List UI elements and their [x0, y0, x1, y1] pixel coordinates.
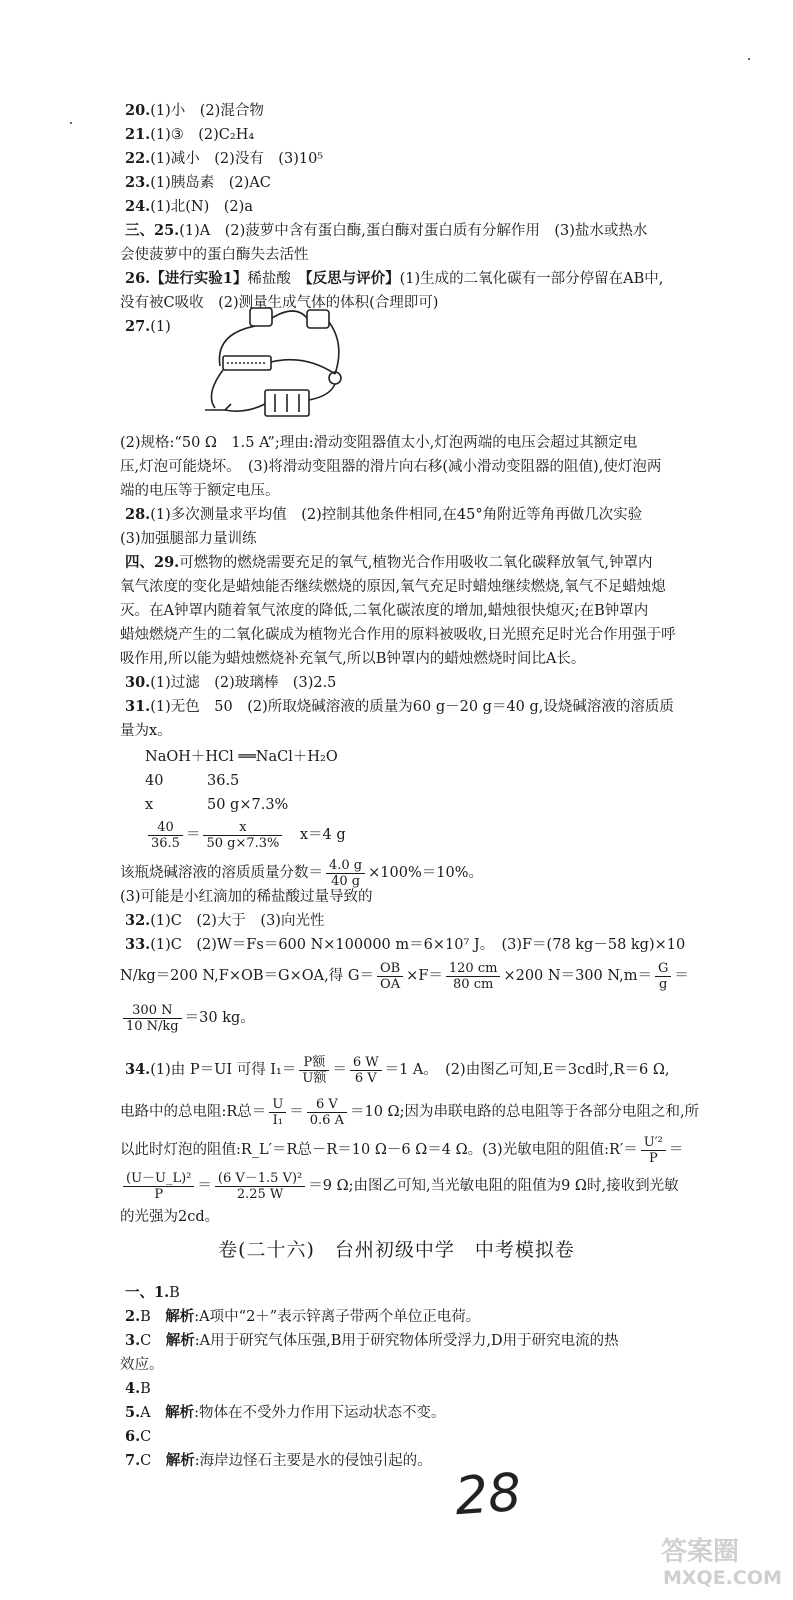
- fraction: $\frac{U}{\text{I₁}}$: [269, 1097, 286, 1128]
- choice-answer-3: 3.C 解析:A用于研究气体压强,B用于研究物体所受浮力,D用于研究电流的热: [125, 1332, 619, 1349]
- section-title: 卷(二十六) 台州初级中学 中考模拟卷: [218, 1239, 575, 1261]
- answer-27-part3-cont: 端的电压等于额定电压。: [120, 483, 280, 499]
- answer-29-line4: 蜡烛燃烧产生的二氧化碳成为植物光合作用的原料被吸收,日光照充足时光合作用强于呼: [120, 627, 676, 643]
- fraction: $\frac{OB}{OA}$: [377, 961, 403, 992]
- ammeter-icon: [307, 310, 329, 328]
- watermark-url: MXQE.COM: [663, 1567, 782, 1589]
- wire: [219, 311, 338, 374]
- fraction: $\frac{4.0 g}{40 g}$: [326, 858, 365, 889]
- answer-32: 32.(1)C (2)大于 (3)向光性: [125, 912, 325, 929]
- fraction: $\frac{G}{g}$: [655, 961, 671, 992]
- answer-34-line5: 的光强为2cd。: [120, 1209, 220, 1225]
- mass-fraction: 该瓶烧碱溶液的溶质质量分数＝ $\frac{4.0 g}{40 g}$ ×100%＝10%。: [120, 857, 483, 889]
- answer-25-cont: 会使菠萝中的蛋白酶失去活性: [120, 247, 309, 263]
- watermark-logo: [655, 1530, 785, 1592]
- answer-31: 31.(1)无色 50 (2)所取烧碱溶液的质量为60 g－20 g＝40 g,设烧碱溶液的溶质质: [125, 698, 674, 715]
- choice-answer-5: 5.A 解析:物体在不受外力作用下运动状态不变。: [125, 1404, 446, 1421]
- answer-29: 四、29.可燃物的燃烧需要充足的氧气,植物光合作用吸收二氧化碳释放氧气,钟罩内: [125, 554, 653, 571]
- answer-34-line3: 以此时灯泡的阻值:R_L′＝R总－R＝10 Ω－6 Ω＝4 Ω。(3)光敏电阻的阻值:R′＝ $\frac{\text{U′²}}{P}$ ＝: [120, 1134, 684, 1166]
- answer-20: 20.(1)小 (2)混合物: [125, 102, 264, 119]
- fraction: $\frac{6 V}{0.6 A}$: [307, 1097, 347, 1128]
- answer-22: 22.(1)减小 (2)没有 (3)10⁵: [125, 150, 324, 167]
- answer-31-part3: (3)可能是小红滴加的稀盐酸过量导致的: [120, 889, 373, 905]
- fraction: $\frac{300 N}{10 N/kg}$: [123, 1003, 182, 1034]
- circuit-diagram: [195, 304, 355, 424]
- wire: [211, 360, 335, 408]
- answer-29-line5: 吸作用,所以能为蜡烛燃烧补充氧气,所以B钟罩内的蜡烛燃烧时间比A长。: [120, 651, 586, 667]
- fraction: $\frac{120 cm}{80 cm}$: [446, 961, 501, 992]
- choice-answer-2: 2.B 解析:A项中“2＋”表示锌离子带两个单位正电荷。: [125, 1308, 481, 1325]
- choice-answer-7: 7.C 解析:海岸边怪石主要是水的侵蚀引起的。: [125, 1452, 432, 1469]
- fraction: $\frac{\text{(6 V－1.5 V)²}}{2.25 W}$: [215, 1171, 305, 1202]
- answer-27: 27.(1): [125, 318, 171, 335]
- voltmeter-icon: [250, 308, 272, 326]
- answer-29-line3: 灭。在A钟罩内随着氧气浓度的降低,二氧化碳浓度的增加,蜡烛很快熄灭;在B钟罩内: [120, 603, 649, 619]
- molar-row-2: x 50 g×7.3%: [145, 797, 289, 813]
- choice-answer-1: 一、1.B: [125, 1284, 180, 1301]
- answer-28-cont: (3)加强腿部力量训练: [120, 531, 257, 547]
- proportion-equation: $\frac{40}{36.5}$ ＝ $\frac{x}{50 g\times 7.3\%}$ x＝4 g: [145, 818, 753, 852]
- answer-33-line3: $\frac{300 N}{10 N/kg}$ ＝30 kg。: [120, 1000, 753, 1036]
- answer-31-cont: 量为x。: [120, 723, 172, 739]
- answer-33: 33.(1)C (2)W＝Fs＝600 N×100000 m＝6×10⁷ J。 (3)F＝(78 kg－58 kg)×10: [125, 936, 686, 953]
- answer-24: 24.(1)北(N) (2)a: [125, 198, 253, 215]
- answer-27-part2-cont: 压,灯泡可能烧坏。 (3)将滑动变阻器的滑片向右移(减小滑动变阻器的阻值),使灯泡两: [120, 459, 662, 475]
- answer-28: 28.(1)多次测量求平均值 (2)控制其他条件相同,在45°角附近等角再做几次实验: [125, 506, 643, 523]
- fraction: $\frac{\text{U′²}}{P}$: [641, 1135, 666, 1166]
- switch-icon: [205, 404, 231, 410]
- choice-answer-3-cont: 效应。: [120, 1357, 164, 1373]
- answer-30: 30.(1)过滤 (2)玻璃棒 (3)2.5: [125, 674, 337, 691]
- chemical-equation: NaOH＋HCl ══NaCl＋H₂O: [145, 749, 338, 765]
- answer-34: 34.(1)由 P＝UI 可得 I₁＝ $\frac{\text{P额}}{\text{U额}}$ ＝ $\frac{6 W}{6 V}$ ＝1 A。 (2)由图乙可知,E＝3cd时,R＝6 Ω,: [125, 1054, 670, 1086]
- answer-33-line2: N/kg＝200 N,F×OB＝G×OA,得 G＝ $\frac{OB}{OA}$ ×F＝ $\frac{120 cm}{80 cm}$ ×200 N＝300 N,m＝ $\frac{G}{g}$ ＝: [120, 960, 689, 992]
- watermark-text: 答案圈: [661, 1537, 740, 1567]
- scan-speck: [70, 122, 72, 124]
- fraction: $\frac{40}{36.5}$: [148, 820, 183, 851]
- fraction: $\frac{\text{P额}}{\text{U额}}$: [299, 1055, 329, 1086]
- answer-27-part2: (2)规格:“50 Ω 1.5 A”;理由:滑动变阻器值太小,灯泡两端的电压会超过其额定电: [120, 435, 638, 451]
- scan-speck: [748, 58, 750, 60]
- answer-25: 三、25.(1)A (2)菠萝中含有蛋白酶,蛋白酶对蛋白质有分解作用 (3)盐水或热水: [125, 222, 648, 239]
- fraction: $\frac{6 W}{6 V}$: [350, 1055, 382, 1086]
- answer-34-line4: $\frac{\text{(U－U\_L)²}}{P}$ ＝ $\frac{\text{(6 V－1.5 V)²}}{2.25 W}$ ＝9 Ω;由图乙可知,当光敏电阻的阻值为9 Ω时,接收到光敏: [120, 1168, 753, 1204]
- choice-answer-4: 4.B: [125, 1380, 151, 1397]
- fraction: $\frac{\text{(U－U\_L)²}}{P}$: [123, 1171, 194, 1202]
- handwritten-page-number: 28: [452, 1462, 524, 1528]
- choice-answer-6: 6.C: [125, 1428, 152, 1445]
- answer-26-cont: 没有被C吸收 (2)测量生成气体的体积(合理即可): [120, 295, 439, 311]
- answer-23: 23.(1)胰岛素 (2)AC: [125, 174, 271, 191]
- molar-row-1: 40 36.5: [145, 773, 240, 789]
- wire: [225, 384, 335, 411]
- answer-34-line2: 电路中的总电阻:R总＝ $\frac{U}{\text{I₁}}$ ＝ $\frac{6 V}{0.6 A}$ ＝10 Ω;因为串联电路的总电阻等于各部分电阻之和,所: [120, 1096, 700, 1128]
- fraction: $\frac{x}{50 g\times 7.3\%}$: [203, 820, 282, 851]
- answer-26: 26.【进行实验1】稀盐酸 【反思与评价】(1)生成的二氧化碳有一部分停留在AB中,: [125, 270, 664, 287]
- answer-21: 21.(1)③ (2)C₂H₄: [125, 126, 255, 143]
- answer-29-line2: 氧气浓度的变化是蜡烛能否继续燃烧的原因,氧气充足时蜡烛继续燃烧,氧气不足蜡烛熄: [120, 579, 666, 595]
